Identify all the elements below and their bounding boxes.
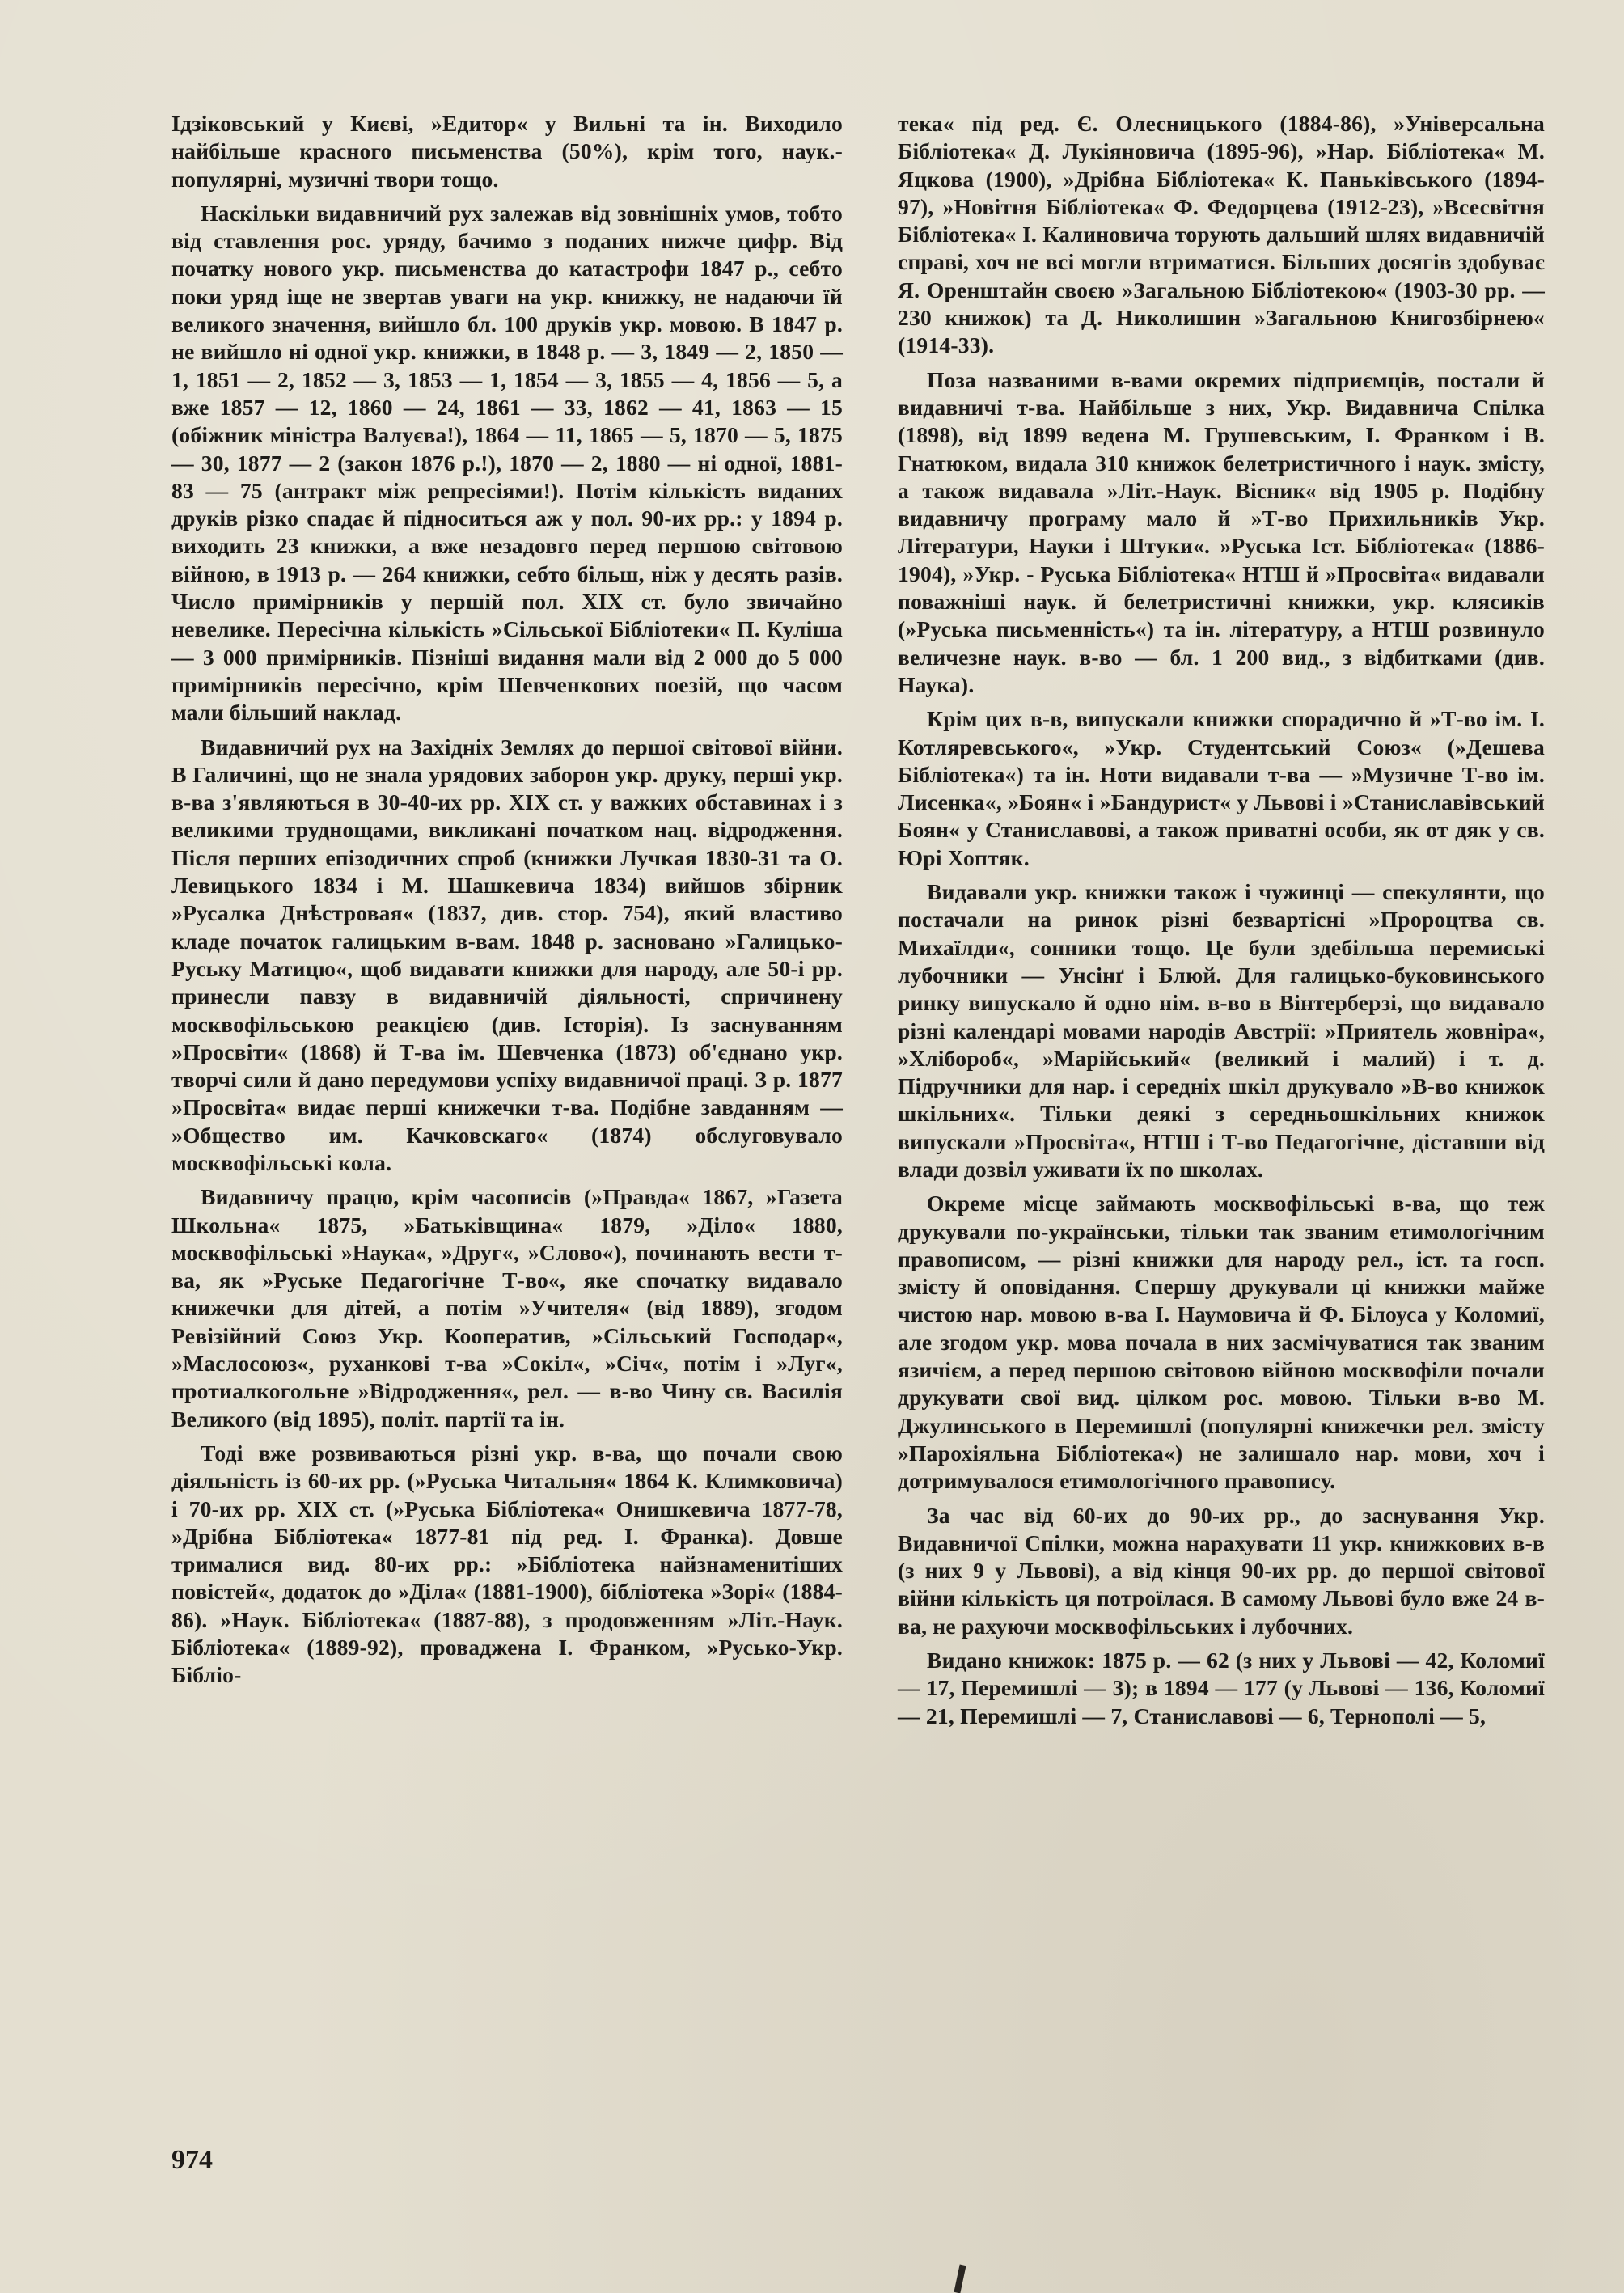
paragraph: Наскільки видавничий рух залежав від зовнішніх умов, тобто від ставлення рос. уряду, бачимо з поданих нижче цифр. Від початку нового укр. письменства до катастрофи 1847 р., себто поки уряд іще не звертав уваги на укр. книжку, не надаючи їй великого значення, вийшло бл. 100 друків укр. мовою. В 1847 р. не вийшло ні одної укр. книжки, в 1848 р. — 3, 1849 — 2, 1850 — 1, 1851 — 2, 1852 — 3, 1853 — 1, 1854 — 3, 1855 — 4, 1856 — 5, а вже 1857 — 12, 1860 — 24, 1861 — 33, 1862 — 41, 1863 — 15 (обіжник міністра Валуєва!), 1864 — 11, 1865 — 5, 1870 — 5, 1875 — 30, 1877 — 2 (закон 1876 р.!), 1870 — 2, 1880 — ні одної, 1881-83 — 75 (антракт між репресіями!). Потім кількість виданих друків різко спадає й підноситься аж у пол. 90-их рр.: у 1894 р. виходить 23 книжки, а вже незадовго перед першою світовою війною, в 1913 р. — 264 книжки, себто більш, ніж у десять разів. Число примірників у першій пол. XIX ст. було звичайно невелике. Пересічна кількість »Сільської Бібліотеки« П. Куліша — 3 000 примірників. Пізніші видання мали від 2 000 до 5 000 примірників пересічно, крім Шевченкових поезій, що часом мали більший наклад. [171, 200, 843, 726]
paragraph: Видавали укр. книжки також і чужинці — спекулянти, що постачали на ринок різні безвартісні »Пророцтва св. Михаїлди«, сонники тощо. Це були здебільша перемиські лубочники — Унсінґ і Блюй. Для галицько-буковинського ринку випускало й одно нім. в-во в Вінтерберзі, що видавало різні календарі мовами народів Австрії: »Приятель жовніра«, »Хлібороб«, »Марійський« (великий і малий) і т. д. Підручники для нар. і середніх шкіл друкувало »В-во книжок шкільних«. Тільки деякі з середньошкільних книжок випускали »Просвіта«, НТШ і Т-во Педагогічне, діставши від влади дозвіл уживати їх по школах. [898, 879, 1545, 1182]
paragraph: Поза названими в-вами окремих підприємців, постали й видавничі т-ва. Найбільше з них, Укр. Видавнича Спілка (1898), від 1899 ведена М. Грушевським, І. Франком і В. Гнатюком, видала 310 книжок белетристичного і наук. змісту, а також видавала »Літ.-Наук. Вісник« від 1905 р. Подібну видавничу програму мало й »Т-во Прихильників Укр. Літератури, Науки і Штуки«. »Руська Іст. Бібліотека« (1886-1904), »Укр. - Руська Бібліотека« НТШ й »Просвіта« видавали поважніші наук. й белетристичні книжки, укр. клясиків (»Руська письменність«) та ін. літературу, а НТШ розвинуло величезне наук. в-во — бл. 1 200 вид., з відбитками (див. Наука). [898, 366, 1545, 697]
left-text-column [171, 110, 843, 1696]
paragraph: Видано книжок: 1875 р. — 62 (з них у Львові — 42, Коломиї — 17, Перемишлі — 3); в 1894 — 177 (у Львові — 136, Коломиї — 21, Перемишлі — 7, Станиславові — 6, Тернополі — 5, [898, 1648, 1545, 1728]
ink-mark [954, 2265, 966, 2293]
paragraph: Ідзіковський у Києві, »Едитор« у Вильні та ін. Виходило найбільше красного письменства (50%), крім того, наук.-популярні, музичні твори тощо. [171, 111, 843, 192]
paragraph: Крім цих в-в, випускали книжки спорадично й »Т-во ім. І. Котляревського«, »Укр. Студентський Союз« (»Дешева Бібліотека«) та ін. Ноти видавали т-ва — »Музичне Т-во ім. Лисенка«, »Боян« і »Бандурист« у Львові і »Станиславівський Боян« у Станиславові, а також приватні особи, як от дяк у св. Юрі Хоптяк. [898, 706, 1545, 870]
paragraph: За час від 60-их до 90-их рр., до заснування Укр. Видавничої Спілки, можна нарахувати 11 укр. книжкових в-в (з них 9 у Львові), а від кінця 90-их рр. до першої світової війни кількість ця потроїлася. В самому Львові було вже 24 в-ва, не рахуючи москвофільських і лубочних. [898, 1502, 1545, 1639]
paragraph: Окреме місце займають москвофільські в-ва, що теж друкували по-українськи, тільки так званим етимологічним правописом, — різні книжки для народу рел., іст. та госп. змісту й оповідання. Спершу друкували ці книжки майже чистою нар. мовою в-ва І. Наумовича й Ф. Білоуса у Коломиї, але згодом укр. мова почала в них засмічуватися так званим язичієм, а перед першою світовою війною москвофіли почали друкувати свої вид. цілком рос. мовою. Тільки в-во М. Джулинського в Перемишлі (популярні книжечки рел. змісту »Парохіяльна Бібліотека«) не залишало нар. мови, хоч і дотримувалося етимологічного правопису. [898, 1191, 1545, 1494]
right-text-column [898, 110, 1545, 1737]
paragraph: Тоді вже розвиваються різні укр. в-ва, що почали свою діяльність із 60-их рр. (»Руська Читальня« 1864 К. Климковича) і 70-их рр. XIX ст. (»Руська Бібліотека« Онишкевича 1877-78, »Дрібна Бібліотека« 1877-81 під ред. І. Франка). Довше трималися вид. 80-их рр.: »Бібліотека найзнаменитіших повістей«, додаток до »Діла« (1881-1900), бібліотека »Зорі« (1884-86). »Наук. Бібліотека« (1887-88), з продовженням »Літ.-Наук. Бібліотека« (1889-92), проваджена І. Франком, »Русько-Укр. Біблio- [171, 1440, 843, 1688]
paragraph: Видавничий рух на Західніх Землях до першої світової війни. В Галичині, що не знала урядових заборон укр. друку, перші укр. в-ва з'являються в 30-40-их рр. XIX ст. у важких обставинах і з великими труднощами, викликані початком нац. відродження. Після перших епізодичних спроб (книжки Лучкая 1830-31 та О. Левицького 1834 і М. Шашкевича 1834) вийшов збірник »Русалка Днѣстровая« (1837, див. стор. 754), який властиво кладе початок галицьким в-вам. 1848 р. засновано »Галицько-Руську Матицю«, щоб видавати книжки для народу, але 50-і рр. принесли павзу в видавничій діяльності, спричинену москвофільською реакцією (див. Історія). Із заснуванням »Просвіти« (1868) й Т-ва ім. Шевченка (1873) об'єднано укр. творчі сили й дано передумови успіху видавничої праці. З р. 1877 »Просвіта« видає перші книжечки т-ва. Подібне завданням — »Общество им. Качковскаго« (1874) обслуговувало москвофільські кола. [171, 734, 843, 1175]
page-number: 974 [171, 2145, 213, 2175]
paragraph: Видавничу працю, крім часописів (»Правда« 1867, »Газета Школьна« 1875, »Батьківщина« 1879, »Діло« 1880, москвофільські »Наука«, »Друг«, »Слово«), починають вести т-ва, як »Руське Педагогічне Т-во«, яке спочатку видавало книжечки для дітей, а потім »Учителя« (від 1889), згодом Ревізійний Союз Укр. Кооператив, »Сільський Господар«, »Маслосоюз«, руханкові т-ва »Сокіл«, »Січ«, потім і »Луг«, протиалкогольне »Відродження«, рел. — в-во Чину св. Василія Великого (від 1895), політ. партії та ін. [171, 1184, 843, 1432]
paragraph: тека« під ред. Є. Олесницького (1884-86), »Універсальна Бібліотека« Д. Лукіяновича (1895-96), »Нар. Бібліотека« М. Яцкова (1900), »Дрібна Бібліотека« К. Паньківського (1894-97), »Новітня Бібліотека« Ф. Федорцева (1912-23), »Всесвітня Бібліотека« І. Калиновича торують дальший шлях видавничій справі, хоч не всі могли втриматися. Більших досягів здобуває Я. Оренштайн своєю »Загальною Бібліотекою« (1903-30 рр. — 230 книжок) та Д. Николишин »Загальною Книгозбірнею« (1914-33). [898, 111, 1545, 358]
